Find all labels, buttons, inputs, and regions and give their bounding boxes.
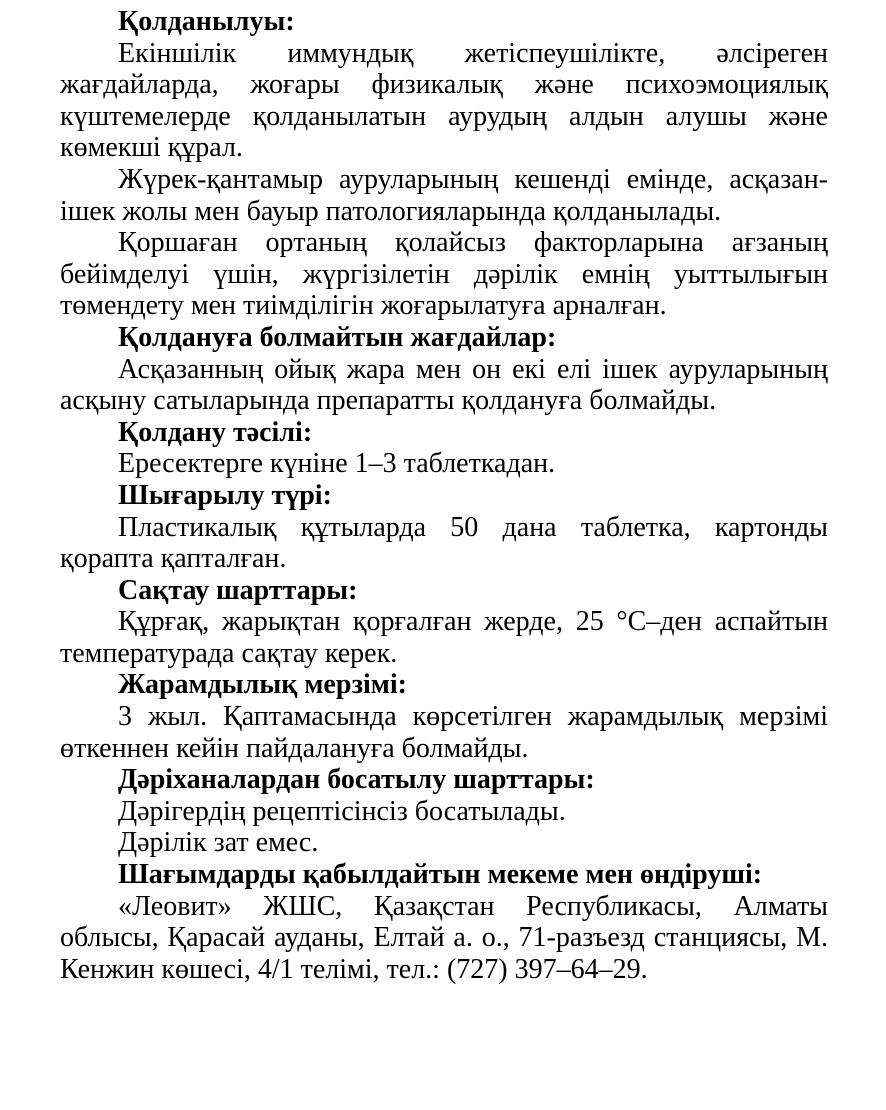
section-heading: Сақтау шарттары: [118,574,358,606]
section-heading: Қолданылуы: [118,6,295,37]
paragraph: Екіншілік иммундық жетіспеушілікте, әлсіреген жағдайларда, жоғары физикалық және психоэмоциялық күштемелерде қолданылатын аурудың алдын алушы және көмекші құрал. [60,37,828,164]
section-usage [60,6,828,322]
paragraph: Дәрілік зат емес. [118,827,319,859]
section-dosage [60,417,828,480]
section-heading: Шығарылу түрі: [118,479,332,511]
paragraph: 3 жыл. Қаптамасында көрсетілген жарамдылық мерзімі өткеннен кейін пайдалануға болмайды. [60,701,828,764]
paragraph: Ересектерге күніне 1–3 таблеткадан. [118,448,556,480]
section-heading: Қолдануға болмайтын жағдайлар: [118,321,557,353]
section-heading: Дәріханалардан босатылу шарттары: [118,764,595,796]
section-storage [60,575,828,670]
section-heading: Шағымдарды қабылдайтын мекеме мен өндіруші: [118,859,763,891]
section-dispensing [60,764,828,859]
paragraph: Қоршаған ортаның қолайсыз факторларына ағзаның бейімделуі үшін, жүргізілетін дәрілік емнің уыттылығын төмендету мен тиімділігін жоғарылатуға арналған. [60,227,828,322]
paragraph: «Леовит» ЖШС, Қазақстан Республикасы, Алматы облысы, Қарасай ауданы, Елтай а. о., 71-разъезд станциясы, М. Кенжин көшесі, 4/1 телімі, тел.: (727) 397–64–29. [60,890,828,985]
paragraph: Асқазанның ойық жара мен он екі елі ішек ауруларының асқыну сатыларында препаратты қолдануға болмайды. [60,353,828,417]
paragraph: Пластикалық құтыларда 50 дана таблетка, картонды қорапта қапталған. [60,511,828,575]
section-heading: Жарамдылық мерзімі: [118,669,407,701]
paragraph: Жүрек-қантамыр ауруларының кешенді емінде, асқазан-ішек жолы мен бауыр патологияларында қолданылады. [60,163,828,227]
section-heading: Қолдану тәсілі: [118,416,313,448]
section-shelf-life [60,669,828,764]
section-manufacturer [60,859,828,985]
section-contraindications [60,322,828,417]
paragraph: Дәрігердің рецептісінсіз босатылады. [118,795,566,827]
document-page [60,6,828,985]
paragraph: Құрғақ, жарықтан қорғалған жерде, 25 °С–ден аспайтын температурада сақтау керек. [60,606,828,669]
section-release-form [60,480,828,575]
